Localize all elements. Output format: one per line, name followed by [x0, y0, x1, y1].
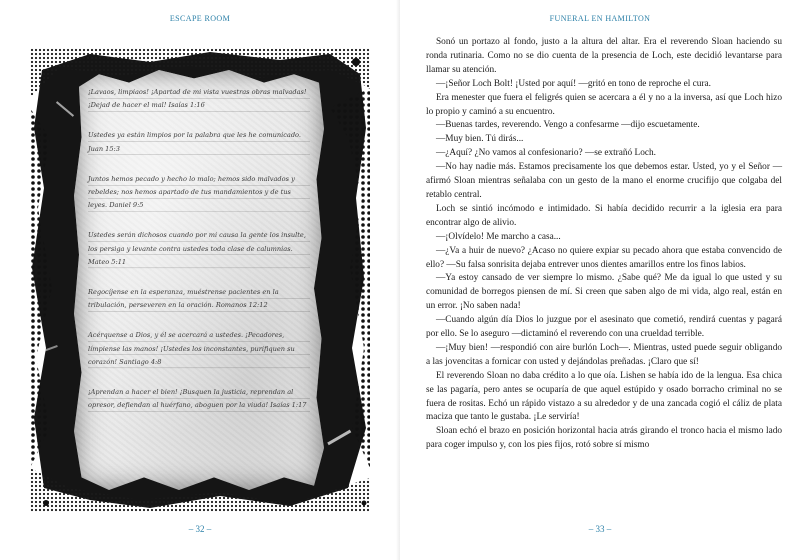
- running-head-right: FUNERAL EN HAMILTON: [549, 14, 651, 23]
- running-head-left: ESCAPE ROOM: [169, 14, 231, 23]
- paragraph: —¡Olvídelo! Me marcho a casa...: [436, 231, 561, 242]
- paragraph: —Cuando algún día Dios lo juzgue por el asesinato que cometió, rendirá cuentas y pagará por ello. Se lo aseguro —dictaminó el reverendo con una crueldad terrible.: [426, 315, 782, 340]
- verse: Acérquense a Dios, y él se acercará a ustedes. ¡Pecadores, límpiense las manos! ¡Ustedes los inconstantes, purifiquen su corazón! Santiago 4:8: [88, 329, 310, 369]
- page-number-right: – 33 –: [588, 524, 612, 534]
- paragraph: —¡Señor Loch Bolt! ¡Usted por aquí! —gritó en tono de reproche el cura.: [436, 78, 711, 89]
- verse: ¡Aprendan a hacer el bien! ¡Busquen la justicia, reprendan al opresor, defiendan al huérfano, aboguen por la viuda! Isaías 1:17: [88, 386, 310, 412]
- paragraph: Loch se sintió incómodo e intimidado. Si había decidido recurrir a la iglesia era para encontrar algo de alivio.: [426, 203, 782, 228]
- paragraph: —Buenas tardes, reverendo. Vengo a confesarme —dijo escuetamente.: [436, 120, 700, 131]
- verse-list: [88, 86, 310, 429]
- verse: Juntos hemos pecado y hecho lo malo; hemos sido malvados y rebeldes; nos hemos apartado de tus mandamientos y de tus leyes. Daniel 9:5: [88, 173, 310, 213]
- paragraph: —¿Aquí? ¿No vamos al confesionario? —se extrañó Loch.: [436, 148, 656, 159]
- body-text: [426, 36, 782, 453]
- verse: ¡Lavaos, limpiaos! ¡Apartad de mi vista vuestras obras malvadas! ¡Dejad de hacer el mal! Isaías 1:16: [88, 86, 310, 112]
- paragraph: Sonó un portazo al fondo, justo a la altura del altar. Era el reverendo Sloan haciendo su ronda rutinaria. Como no se dio cuenta de la presencia de Loch, este decidió levantarse para llamar su atención.: [426, 37, 782, 75]
- paragraph: Era menester que fuera el feligrés quien se acercara a él y no a la inversa, así que Loch hizo lo propio y caminó a su encuentro.: [426, 92, 782, 117]
- page-number-left: – 32 –: [188, 524, 212, 534]
- parchment-illustration: [30, 48, 370, 512]
- paragraph: —¿Va a huir de nuevo? ¿Acaso no quiere expiar su pecado ahora que estaba convencido de ello? —Su falsa sonrisita dejaba entrever unos dientes amarillos entre los finos labios.: [426, 245, 782, 270]
- right-page: [400, 0, 800, 560]
- verse: Ustedes serán dichosos cuando por mi causa la gente los insulte, los persiga y levante contra ustedes toda clase de calumnias. Mateo 5:11: [88, 229, 310, 269]
- paragraph: —No hay nadie más. Estamos precisamente los que debemos estar. Usted, yo y el Señor —afirmó Sloan mientras señalaba con un gesto de la mano el enorme crucifijo que colgaba del retablo central.: [426, 162, 782, 200]
- paragraph: El reverendo Sloan no daba crédito a lo que oía. Lishen se había ido de la lengua. Esa chica se las pagaría, pero antes se ocuparía de que aquel estúpido y osado borracho criminal no se fuera de rositas. Echó un rápido vistazo a su alrededor y de una zancada cogió el cáliz de plata maciza que tanto le gustaba. ¡Le serviría!: [426, 370, 782, 423]
- paragraph: Sloan echó el brazo en posición horizontal hacia atrás girando el tronco hacia el mismo lado para coger impulso y, con los pies fijos, rotó sobre sí mismo: [426, 426, 782, 451]
- paragraph: —Ya estoy cansado de ver siempre lo mismo. ¿Sabe qué? Me da igual lo que usted y su comunidad de borregos piensen de mí. Si creen que saben algo de mi vida, algo real, están en un error. ¡No saben nada!: [426, 273, 782, 312]
- verse: Ustedes ya están limpios por la palabra que les he comunicado. Juan 15:3: [88, 129, 310, 155]
- paragraph: —¡Muy bien! —respondió con aire burlón Loch—. Mientras, usted puede seguir obligando a las jovencitas a fornicar con usted y dejándolas preñadas. ¡Claro que sí!: [426, 342, 782, 367]
- paragraph: —Muy bien. Tú dirás...: [436, 134, 524, 145]
- verse: Regocíjense en la esperanza, muéstrense pacientes en la tribulación, perseveren en la oración. Romanos 12:12: [88, 286, 310, 312]
